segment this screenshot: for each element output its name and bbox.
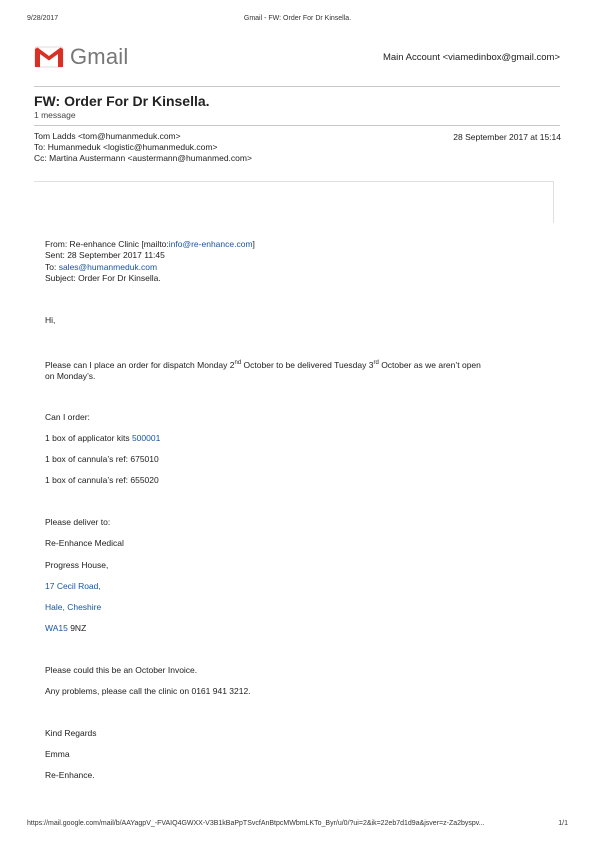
forwarded-to-email-link[interactable]: sales@humanmeduk.com (58, 262, 158, 272)
forwarded-subject: Subject: Order For Dr Kinsella. (45, 273, 161, 283)
email-subject: FW: Order For Dr Kinsella. (34, 93, 210, 109)
divider (34, 125, 560, 126)
gmail-logo-text: Gmail (70, 44, 129, 69)
greeting: Hi, (45, 315, 56, 325)
divider (34, 86, 560, 87)
forwarded-from-email-link[interactable]: info@re-enhance.com (168, 239, 253, 249)
address-line-5: WA15 9NZ (45, 623, 87, 633)
sign-off: Kind Regards (45, 728, 97, 738)
forwarded-from: From: Re-enhance Clinic [mailto:info@re-enhance.com] (45, 239, 255, 249)
print-url: https://mail.google.com/mail/b/AAYagpV_-FVAIQ4GWXX-V3B1kBaPpTSvcfAnBtpcMWbmLKTo_Byr/u/0/?ui=2&ik=22eb7d1d9a&jsver=z-Za2byspv... (27, 820, 485, 827)
gmail-logo[interactable] (34, 44, 128, 70)
problems-note: Any problems, please call the clinic on 0161 941 3212. (45, 686, 251, 696)
sender-company: Re-Enhance. (45, 770, 95, 780)
page-number: 1/1 (558, 820, 568, 827)
item-ref-link[interactable]: 500001 (131, 433, 161, 443)
address-line-3-link[interactable]: 17 Cecil Road, (45, 581, 101, 591)
order-item-1: 1 box of applicator kits 500001 (45, 433, 161, 443)
invoice-request: Please could this be an October Invoice. (45, 665, 198, 675)
order-item-2: 1 box of cannula’s ref: 675010 (45, 454, 159, 464)
print-title: Gmail - FW: Order For Dr Kinsella. (243, 15, 352, 22)
address-line-4-link[interactable]: Hale, Cheshire (45, 602, 102, 612)
address-line-2: Progress House, (45, 560, 109, 570)
gmail-envelope-icon (34, 46, 64, 68)
sender-name: Emma (45, 749, 70, 759)
order-paragraph: Please can I place an order for dispatch Monday 2nd October to be delivered Tuesday 3rd October as we aren’t open (45, 359, 481, 370)
order-item-3: 1 box of cannula’s ref: 655020 (45, 475, 159, 485)
address-line-1: Re-Enhance Medical (45, 538, 124, 548)
email-cc: Cc: Martina Austermann <austermann@humanmed.com> (34, 153, 252, 163)
postcode-link[interactable]: WA15 (45, 623, 68, 633)
quote-box-top (34, 181, 554, 223)
deliver-to-label: Please deliver to: (45, 517, 111, 527)
forwarded-sent: Sent: 28 September 2017 11:45 (45, 250, 165, 260)
forwarded-to: To: sales@humanmeduk.com (45, 262, 158, 272)
email-from: Tom Ladds <tom@humanmeduk.com> (34, 131, 181, 141)
email-to: To: Humanmeduk <logistic@humanmeduk.com> (34, 142, 218, 152)
message-count: 1 message (34, 110, 76, 120)
order-paragraph-line2: on Monday’s. (45, 371, 96, 381)
account-label: Main Account <viamedinbox@gmail.com> (382, 52, 560, 63)
email-date: 28 September 2017 at 15:14 (453, 132, 561, 142)
print-date: 9/28/2017 (27, 15, 59, 22)
can-i-order: Can I order: (45, 412, 90, 422)
